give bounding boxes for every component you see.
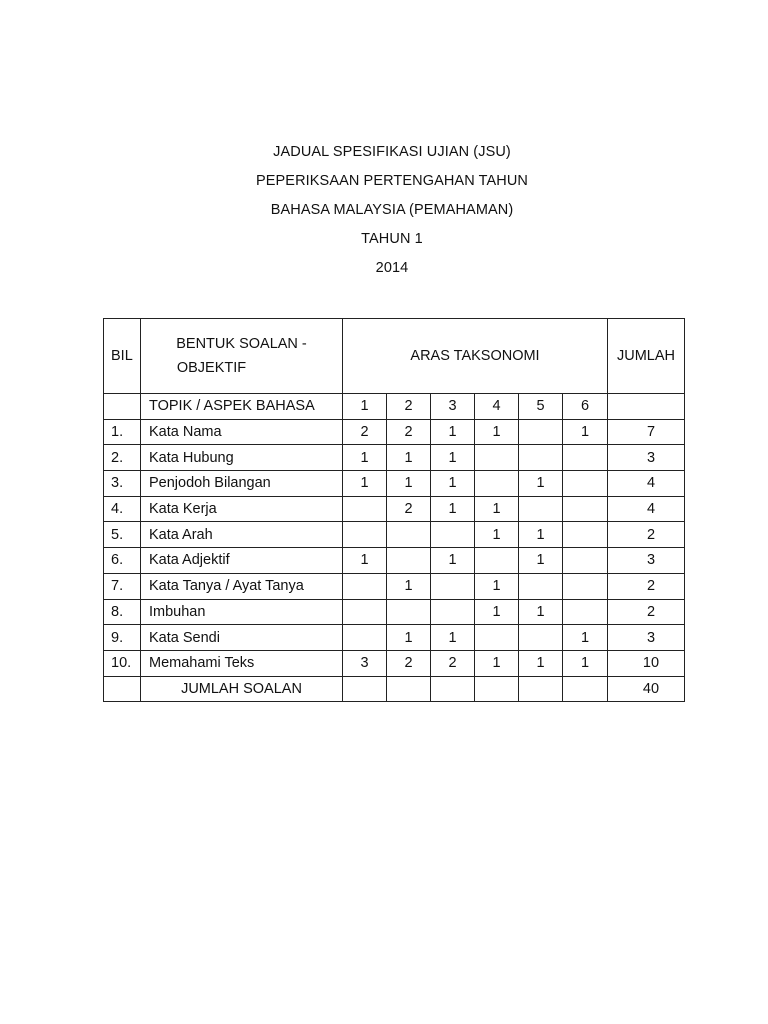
row-level-5 <box>519 445 563 471</box>
row-level-2: 2 <box>387 496 431 522</box>
row-bil: 1. <box>104 419 141 445</box>
footer-bil-empty <box>104 676 141 702</box>
subheader-jumlah-empty <box>608 394 685 420</box>
table-row <box>104 650 685 676</box>
table-row <box>104 599 685 625</box>
row-jumlah: 10 <box>608 650 685 676</box>
header-bil: BIL <box>104 319 141 394</box>
row-topik: Memahami Teks <box>141 650 343 676</box>
title-line-4: TAHUN 1 <box>361 231 423 247</box>
row-level-1 <box>343 573 387 599</box>
row-level-5: 1 <box>519 599 563 625</box>
row-level-6: 1 <box>563 625 608 651</box>
footer-total: 40 <box>608 676 685 702</box>
row-bil: 7. <box>104 573 141 599</box>
header-bentuk-line1: BENTUK SOALAN - <box>176 336 307 352</box>
row-level-5: 1 <box>519 471 563 497</box>
row-bil: 4. <box>104 496 141 522</box>
subheader-bil-empty <box>104 394 141 420</box>
row-jumlah: 3 <box>608 548 685 574</box>
row-level-3 <box>431 599 475 625</box>
row-topik: Kata Adjektif <box>141 548 343 574</box>
row-bil: 10. <box>104 650 141 676</box>
table-row <box>104 573 685 599</box>
row-level-6 <box>563 599 608 625</box>
table-row <box>104 496 685 522</box>
footer-level-empty <box>563 676 608 702</box>
title-line-5: 2014 <box>375 260 409 276</box>
row-level-5: 1 <box>519 650 563 676</box>
row-topik: Imbuhan <box>141 599 343 625</box>
header-jumlah: JUMLAH <box>608 319 685 394</box>
row-level-4 <box>475 471 519 497</box>
row-level-1 <box>343 496 387 522</box>
row-topik: Kata Nama <box>141 419 343 445</box>
footer-level-empty <box>343 676 387 702</box>
row-jumlah: 2 <box>608 573 685 599</box>
table-subheader-row <box>104 394 685 420</box>
row-level-5: 1 <box>519 548 563 574</box>
row-level-4: 1 <box>475 522 519 548</box>
row-level-3: 1 <box>431 496 475 522</box>
row-level-5: 1 <box>519 522 563 548</box>
row-jumlah: 4 <box>608 496 685 522</box>
row-level-2 <box>387 548 431 574</box>
row-level-4: 1 <box>475 650 519 676</box>
row-level-4 <box>475 548 519 574</box>
row-jumlah: 7 <box>608 419 685 445</box>
row-topik: Penjodoh Bilangan <box>141 471 343 497</box>
row-jumlah: 2 <box>608 522 685 548</box>
row-level-4 <box>475 625 519 651</box>
row-jumlah: 2 <box>608 599 685 625</box>
row-level-3: 1 <box>431 471 475 497</box>
table-row <box>104 625 685 651</box>
row-bil: 8. <box>104 599 141 625</box>
row-level-6: 1 <box>563 419 608 445</box>
row-bil: 2. <box>104 445 141 471</box>
row-level-5 <box>519 496 563 522</box>
row-level-1: 1 <box>343 445 387 471</box>
footer-level-empty <box>387 676 431 702</box>
row-level-3: 2 <box>431 650 475 676</box>
row-level-3: 1 <box>431 625 475 651</box>
row-level-3 <box>431 522 475 548</box>
row-jumlah: 3 <box>608 445 685 471</box>
row-level-2: 2 <box>387 419 431 445</box>
row-bil: 5. <box>104 522 141 548</box>
footer-level-empty <box>519 676 563 702</box>
row-topik: Kata Kerja <box>141 496 343 522</box>
specification-table <box>103 318 685 702</box>
row-level-1 <box>343 599 387 625</box>
footer-level-empty <box>431 676 475 702</box>
row-level-1 <box>343 625 387 651</box>
row-level-6: 1 <box>563 650 608 676</box>
footer-jumlah-soalan: JUMLAH SOALAN <box>141 676 343 702</box>
row-level-5 <box>519 625 563 651</box>
row-level-3: 1 <box>431 419 475 445</box>
footer-level-empty <box>475 676 519 702</box>
title-line-3: BAHASA MALAYSIA (PEMAHAMAN) <box>270 202 514 218</box>
subheader-level-3: 3 <box>431 394 475 420</box>
table-row <box>104 471 685 497</box>
row-level-5 <box>519 419 563 445</box>
row-level-6 <box>563 496 608 522</box>
subheader-level-5: 5 <box>519 394 563 420</box>
subheader-level-1: 1 <box>343 394 387 420</box>
row-level-3: 1 <box>431 548 475 574</box>
row-level-1: 3 <box>343 650 387 676</box>
row-level-4: 1 <box>475 573 519 599</box>
subheader-level-2: 2 <box>387 394 431 420</box>
row-level-1: 1 <box>343 471 387 497</box>
table-row <box>104 548 685 574</box>
table-header-row <box>104 319 685 394</box>
row-level-6 <box>563 548 608 574</box>
row-level-2: 1 <box>387 573 431 599</box>
header-bentuk-line2: OBJEKTIF <box>176 360 247 376</box>
row-level-1: 2 <box>343 419 387 445</box>
row-topik: Kata Hubung <box>141 445 343 471</box>
row-level-4: 1 <box>475 496 519 522</box>
row-level-5 <box>519 573 563 599</box>
row-level-4: 1 <box>475 599 519 625</box>
row-topik: Kata Arah <box>141 522 343 548</box>
row-level-6 <box>563 471 608 497</box>
row-level-2: 2 <box>387 650 431 676</box>
table-row <box>104 419 685 445</box>
row-level-2: 1 <box>387 445 431 471</box>
table-row <box>104 445 685 471</box>
row-level-2 <box>387 522 431 548</box>
table-footer-row <box>104 676 685 702</box>
row-bil: 9. <box>104 625 141 651</box>
row-level-2: 1 <box>387 471 431 497</box>
row-bil: 6. <box>104 548 141 574</box>
title-line-2: PEPERIKSAAN PERTENGAHAN TAHUN <box>255 173 529 189</box>
subheader-level-6: 6 <box>563 394 608 420</box>
table-row <box>104 522 685 548</box>
row-level-4: 1 <box>475 419 519 445</box>
row-topik: Kata Tanya / Ayat Tanya <box>141 573 343 599</box>
row-level-1 <box>343 522 387 548</box>
row-level-3 <box>431 573 475 599</box>
row-level-6 <box>563 445 608 471</box>
row-level-2 <box>387 599 431 625</box>
header-aras-taksonomi: ARAS TAKSONOMI <box>343 319 608 394</box>
row-level-2: 1 <box>387 625 431 651</box>
row-jumlah: 3 <box>608 625 685 651</box>
row-level-6 <box>563 573 608 599</box>
subheader-topik: TOPIK / ASPEK BAHASA <box>141 394 343 420</box>
subheader-level-4: 4 <box>475 394 519 420</box>
row-level-4 <box>475 445 519 471</box>
row-topik: Kata Sendi <box>141 625 343 651</box>
title-line-1: JADUAL SPESIFIKASI UJIAN (JSU) <box>273 144 511 160</box>
row-level-6 <box>563 522 608 548</box>
row-bil: 3. <box>104 471 141 497</box>
row-level-3: 1 <box>431 445 475 471</box>
header-bentuk-soalan <box>141 319 343 394</box>
row-level-1: 1 <box>343 548 387 574</box>
row-jumlah: 4 <box>608 471 685 497</box>
